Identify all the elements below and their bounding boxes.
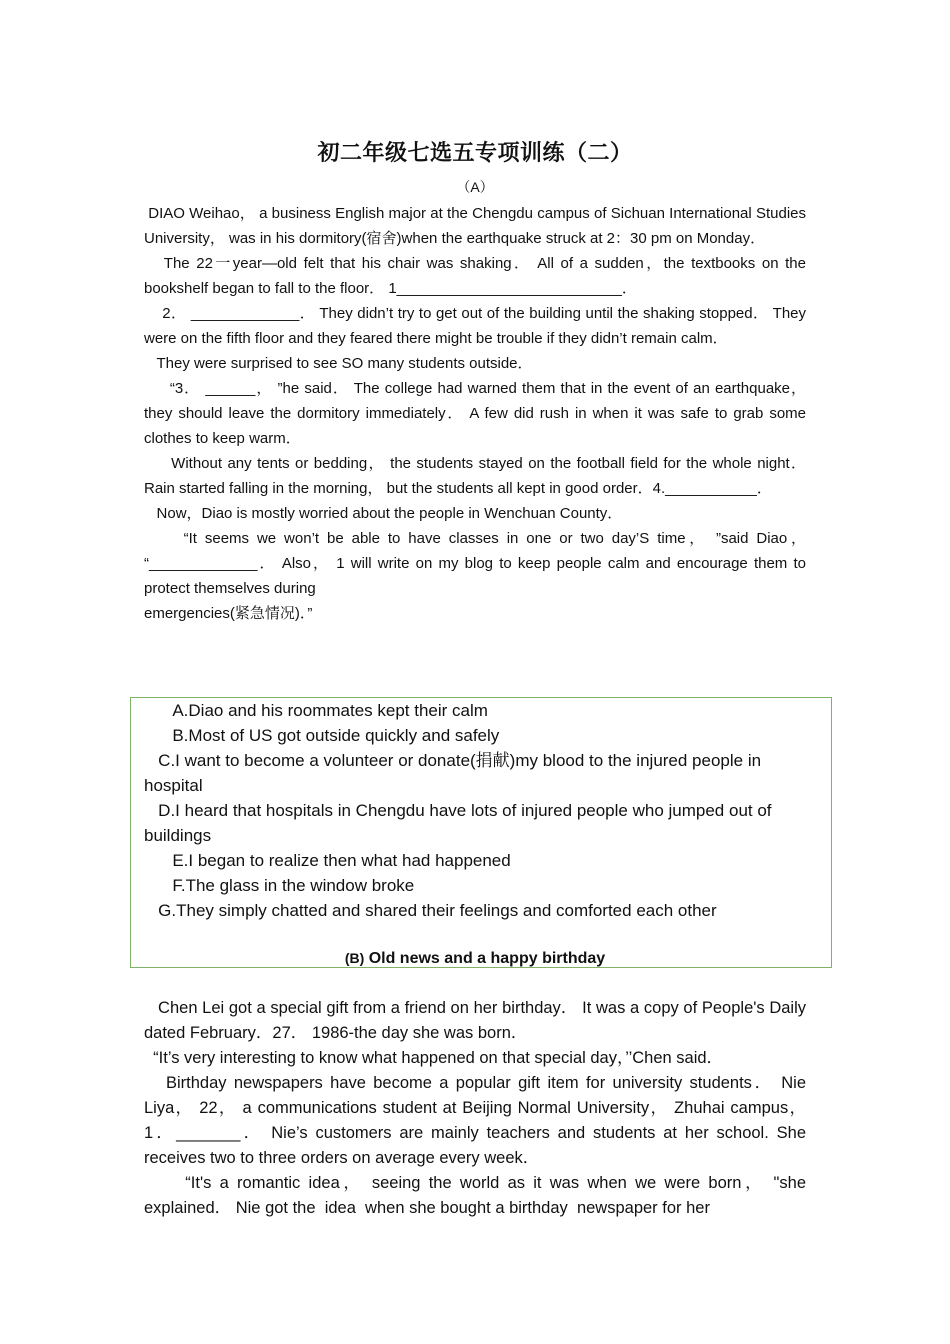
- option-item: C.I want to become a volunteer or donate(捐献)my blood to the injured people in hospital: [144, 751, 766, 795]
- passage-paragraph: Now，Diao is mostly worried about the people in Wenchuan County．: [144, 505, 623, 522]
- passage-paragraph: “It seems we won’t be able to have classes in one or two day’S time， ”said Diao， “_____________． Also， 1 will write on my blog to keep people calm and encourage them to protect themselves during: [144, 530, 811, 597]
- option-item: E.I began to realize then what had happened: [144, 851, 511, 870]
- passage-paragraph: “It’s very interesting to know what happened on that special day，’’Chen said．: [144, 1049, 724, 1067]
- passage-paragraph: DIAO Weihao， a business English major at the Chengdu campus of Sichuan International Studies University， was in his dormitory(宿舍)when the earthquake struck at 2：30 pm on Monday．: [144, 205, 811, 247]
- passage-paragraph: Chen Lei got a special gift from a friend on her birthday． It was a copy of People's Daily dated February．27． 1986-the day she was born．: [144, 999, 811, 1042]
- section-b-heading: Old news and a happy birthday: [364, 950, 606, 967]
- section-b-label: (B): [344, 950, 365, 966]
- passage-paragraph: “It's a romantic idea， seeing the world as it was when we were born， "she explained． Nie got the idea when she bought a birthday newspaper for her: [144, 1174, 811, 1217]
- passage-paragraph: emergencies(紧急情况)．”: [144, 605, 313, 622]
- option-item: A.Diao and his roommates kept their calm: [144, 701, 488, 720]
- option-item: F.The glass in the window broke: [144, 876, 415, 895]
- section-a-label: （A）: [456, 179, 494, 195]
- option-item: G.They simply chatted and shared their feelings and comforted each other: [144, 901, 717, 920]
- option-item: D.I heard that hospitals in Chengdu have lots of injured people who jumped out of buildings: [144, 801, 777, 845]
- passage-paragraph: 2． _____________． They didn’t try to get out of the building until the shaking stopped． They were on the fifth floor and they feared there might be trouble if they didn’t remain calm．: [144, 305, 811, 347]
- options-box: [130, 697, 832, 968]
- passage-paragraph: “3． ______， ”he said． The college had warned them that in the event of an earthquake，they should leave the dormitory immediately． A few did rush in when it was safe to grab some clothes to keep warm．: [144, 380, 811, 447]
- passage-paragraph: Birthday newspapers have become a popular gift item for university students． Nie Liya， 22， a communications student at Beijing Normal University， Zhuhai campus， 1．_______． Nie’s customers are mainly teachers and students at her school. She receives two to three orders on average every week．: [144, 1074, 811, 1167]
- passage-paragraph: They were surprised to see SO many students outside．: [144, 355, 533, 372]
- section-b-title: [144, 946, 806, 971]
- passage-a: [144, 201, 811, 626]
- passage-paragraph: The 22一year—old felt that his chair was shaking． All of a sudden，the textbooks on the bookshelf began to fall to the floor． 1___________________________．: [144, 255, 811, 297]
- option-item: B.Most of US got outside quickly and safely: [144, 726, 500, 745]
- passage-paragraph: Without any tents or bedding， the students stayed on the football field for the whole night． Rain started falling in the morning， but the students all kept in good order．4.___________．: [144, 455, 811, 497]
- passage-b: [144, 996, 811, 1221]
- page-title: 初二年级七选五专项训练（二）: [317, 141, 633, 166]
